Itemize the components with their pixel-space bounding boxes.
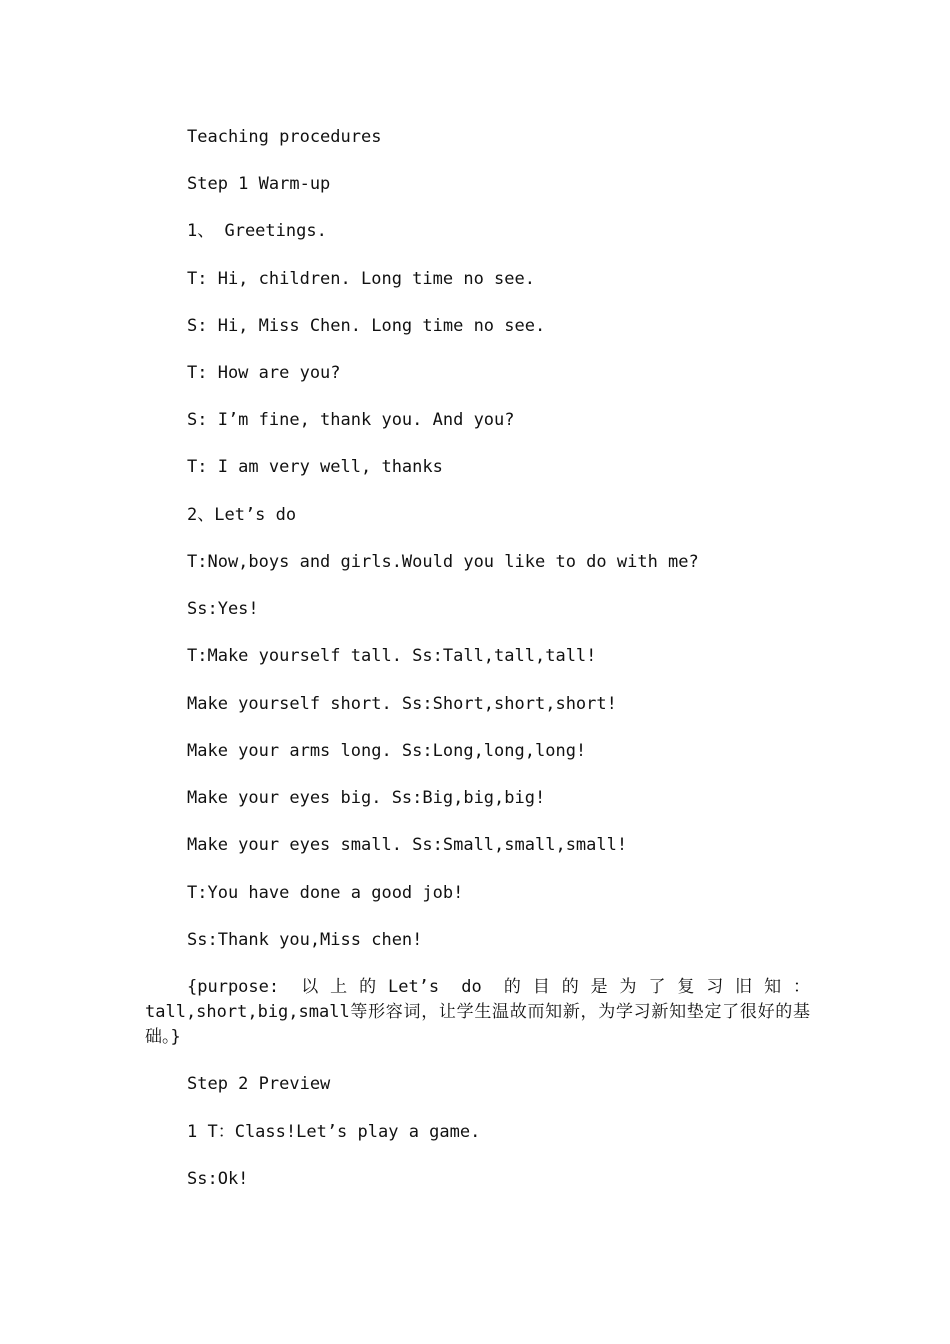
dialogue-line: S: Hi, Miss Chen. Long time no see. [187,316,546,336]
step-heading: Step 2 Preview [187,1074,331,1094]
step-heading: Step 1 Warm-up [187,174,331,194]
dialogue-line: Ss:Ok! [187,1169,249,1189]
dialogue-line: Make your eyes big. Ss:Big,big,big! [187,788,546,808]
text-line: 1、 Greetings. [187,221,327,241]
text-line: 2、Let’s do [187,505,297,525]
dialogue-line: Make yourself short. Ss:Short,short,short! [187,694,617,714]
dialogue-line: Make your arms long. Ss:Long,long,long! [187,741,587,761]
dialogue-line: T:Make yourself tall. Ss:Tall,tall,tall! [187,646,597,666]
dialogue-line: T: I am very well, thanks [187,457,443,477]
dialogue-line: Ss:Thank you,Miss chen! [187,930,423,950]
dialogue-line: Make your eyes small. Ss:Small,small,small! [187,835,628,855]
dialogue-line: S: I’m fine, thank you. And you? [187,410,515,430]
dialogue-line: T:Now,boys and girls.Would you like to do with me? [187,552,699,572]
dialogue-line: T: How are you? [187,363,341,383]
dialogue-line: T:You have done a good job! [187,883,464,903]
dialogue-line: 1 T：Class!Let’s play a game. [187,1122,481,1142]
section-heading: Teaching procedures [187,127,382,147]
purpose-paragraph [145,975,810,1050]
purpose-text: {purpose: 以上的Let’s do 的目的是为了复习旧知：tall,short,big,small等形容词，让学生温故而知新，为学习新知垫定了很好的基础。} [145,977,810,1047]
dialogue-line: Ss:Yes! [187,599,259,619]
dialogue-line: T: Hi, children. Long time no see. [187,269,535,289]
